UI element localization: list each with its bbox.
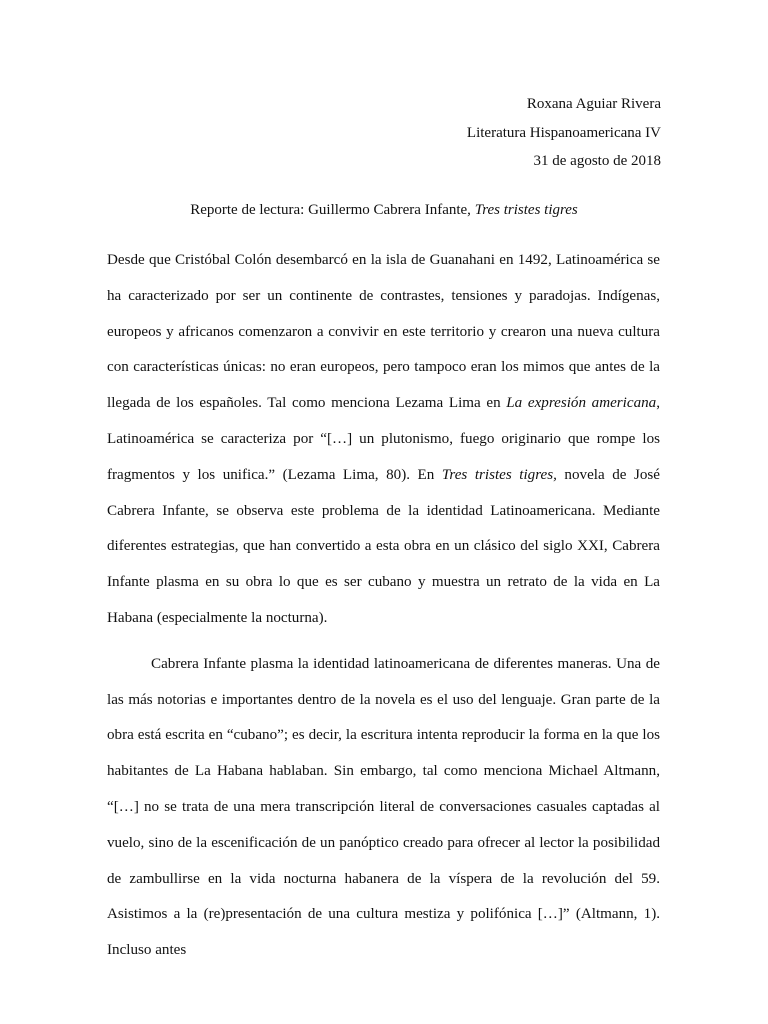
report-body — [107, 243, 660, 979]
report-title-work: Tres tristes tigres — [474, 202, 578, 218]
paragraph-2: Cabrera Infante plasma la identidad latinoamericana de diferentes maneras. Una de las más notorias e importantes dentro de la novela es el uso del lenguaje. Gran parte de la obra está escrita en “cubano”; es decir, la escritura intenta reproducir la forma en la que los habitantes de La Habana hablaban. Sin embargo, tal como menciona Michael Altmann, “[…] no se trata de una mera transcripción literal de conversaciones casuales captadas al vuelo, sino de la escenificación de un panóptico creado para ofrecer al lector la posibilidad de zambullirse en la vida nocturna habanera de la víspera de la revolución del 59. Asistimos a la (re)presentación de una cultura mestiza y polifónica […]” (Altmann, 1). Incluso antes — [107, 655, 660, 959]
course-name: Literatura Hispanoamericana IV — [466, 124, 661, 141]
paragraph-1-italic-b: Tres tristes tigres, — [441, 466, 557, 483]
paragraph-1-text-c: novela de José Cabrera Infante, se observa este problema de la identidad Latinoamericana. Mediante diferentes estrategias, que han convertido a esta obra en un clásico del siglo XXI, Cabrera Infante plasma en su obra lo que es ser cubano y muestra un retrato de la vida en La Habana (especialmente la nocturna). — [107, 466, 660, 626]
paragraph-1-text-b: , Latinoamérica se caracteriza por “[…] un plutonismo, fuego originario que rompe los fragmentos y los unifica.” (Lezama Lima, 80). En — [107, 395, 660, 483]
author-name: Roxana Aguiar Rivera — [526, 96, 661, 112]
paragraph-1-text-a: Desde que Cristóbal Colón desembarcó en la isla de Guanahani en 1492, Latinoamérica se ha caracterizado por ser un continente de contrastes, tensiones y paradojas. Indígenas, europeos y africanos comenzaron a convivir en este territorio y crearon una nueva cultura con características únicas: no eran europeos, pero tampoco eran los mimos que antes de la llegada de los españoles. Tal como menciona Lezama Lima en — [107, 252, 660, 412]
report-title-prefix: Reporte de lectura: Guillermo Cabrera Infante, — [190, 202, 475, 218]
paragraph-1 — [107, 243, 660, 637]
report-title — [0, 198, 768, 222]
document-header — [467, 90, 661, 176]
paragraph-1-italic-a: La expresión americana — [506, 395, 657, 412]
document-date: 31 de agosto de 2018 — [533, 153, 661, 169]
